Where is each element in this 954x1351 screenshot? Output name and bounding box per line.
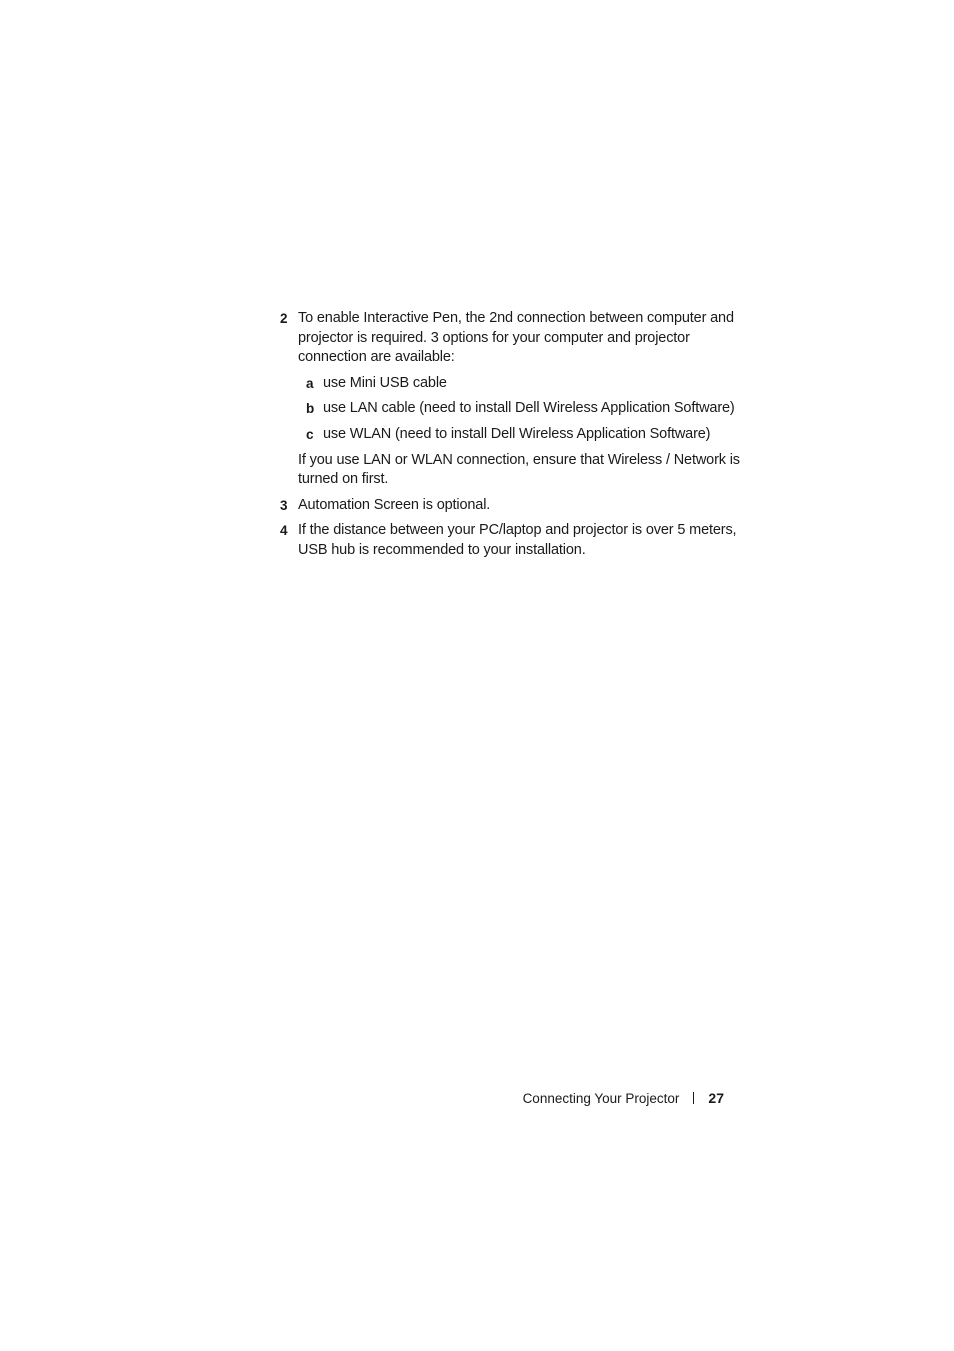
step-text: To enable Interactive Pen, the 2nd connection between computer and projector is required. 3 options for your computer and projector connection are available: (298, 310, 734, 366)
step-text: Automation Screen is optional. (298, 496, 491, 513)
instruction-list (280, 309, 740, 561)
step-4 (280, 521, 740, 560)
step-number: 3 (280, 497, 288, 513)
option-letter: b (306, 401, 315, 417)
footer-separator (693, 1092, 694, 1104)
page-number: 27 (708, 1090, 724, 1106)
option-letter: c (306, 426, 314, 442)
option-text: use WLAN (need to install Dell Wireless Application Software) (323, 425, 711, 442)
step-number: 4 (280, 523, 288, 539)
step-note: If you use LAN or WLAN connection, ensure that Wireless / Network is turned on first. (298, 451, 740, 488)
step-number: 2 (280, 311, 288, 326)
option-text: use LAN cable (need to install Dell Wireless Application Software) (323, 400, 735, 417)
option-b (306, 399, 740, 419)
option-a (306, 374, 740, 394)
step-2 (280, 309, 740, 490)
option-c (306, 425, 740, 445)
option-letter: a (306, 375, 314, 391)
option-text: use Mini USB cable (323, 374, 447, 391)
footer-section-title: Connecting Your Projector (522, 1091, 680, 1106)
connection-options (298, 374, 740, 445)
step-text: If the distance between your PC/laptop and projector is over 5 meters, USB hub is recommended to your installation. (298, 522, 737, 558)
step-3 (280, 496, 740, 516)
page-footer (420, 1089, 724, 1108)
